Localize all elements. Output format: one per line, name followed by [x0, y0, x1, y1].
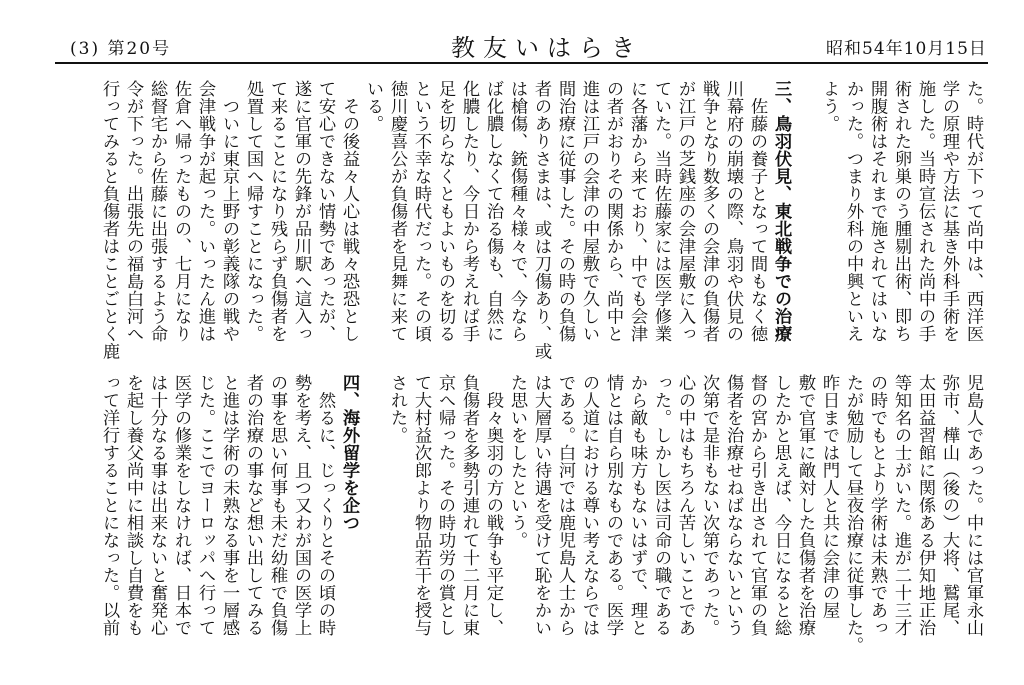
text-column: の人道における尊い考えならでは: [579, 374, 599, 637]
text-column: 等知名の士がいた。進が二十三才: [891, 374, 911, 637]
text-column: 処置して国へ帰すことになった。: [243, 80, 263, 343]
text-column: したかと思えば、今日になると総: [771, 374, 791, 637]
text-column: 徳川慶喜公が負傷者を見舞に来て: [387, 80, 407, 343]
text-column: 太田益習館に関係ある伊知地正治: [915, 374, 935, 637]
text-column: ついに東京上野の彰義隊の戦や: [219, 80, 239, 343]
text-column: 遂に官軍の先鋒が品川駅へ這入っ: [291, 80, 311, 343]
issue-number: (3) 第20号: [70, 39, 172, 59]
text-column: 医学の修業をしなければ、日本で: [171, 374, 191, 637]
text-column: ば化膿しなくて治る傷も、自然に: [483, 80, 503, 343]
lower-text-block: [55, 374, 985, 674]
publication-date: 昭和54年10月15日: [826, 39, 987, 59]
text-column: は十分なる事は出来ないと奮発心: [147, 374, 167, 637]
text-column: て安心できない情勢であったが、: [315, 80, 335, 343]
section-heading: 四、海外留学を企つ: [339, 374, 359, 532]
text-column: 次第で是非もない次第であった。: [699, 374, 719, 637]
text-column: 学の原理や方法に基き外科手術を: [939, 80, 959, 343]
text-column: 開腹術はそれまで施されてはいな: [867, 80, 887, 343]
text-column: 督の宮から引き出されて官軍の負: [747, 374, 767, 637]
text-column: たが勉励して昼夜治療に従事した。: [843, 374, 863, 654]
text-column: という不幸な時代だった。その頃: [411, 80, 431, 343]
text-column: 佐倉へ帰ったものの、七月になり: [171, 80, 191, 343]
text-column: に各藩から来ており、中でも会津: [627, 80, 647, 343]
upper-text-block: [55, 80, 985, 368]
newsletter-title: 教友いはらき: [451, 34, 643, 62]
text-column: 川幕府の崩壊の際、鳥羽や伏見の: [723, 80, 743, 343]
text-column: じた。ここでヨーロッパへ行って: [195, 374, 215, 637]
text-column: を起し養父尚中に相談し自費をも: [123, 374, 143, 637]
text-column: の事を思い何事も未だ幼稚で負傷: [267, 374, 287, 637]
text-column: 令が下った。出張先の福島白河へ: [123, 80, 143, 343]
text-column: 進は江戸の会津の中屋敷で久しい: [579, 80, 599, 343]
text-column: 傷者を治療せねばならないという: [723, 374, 743, 637]
newsletter-header: [0, 0, 1024, 64]
text-column: から敵も味方もないはずで、理と: [627, 374, 647, 637]
text-column: の時でもとより学術は未熟であっ: [867, 374, 887, 637]
text-column: 者の治療の事など想い出してみる: [243, 374, 263, 637]
text-column: は大層厚い待遇を受けて恥をかい: [531, 374, 551, 637]
text-column: ていた。当時佐藤家には医学修業: [651, 80, 671, 343]
text-column: 化膿したり、今日から考えれば手: [459, 80, 479, 343]
text-column: 段々奥羽の方の戦争も平定し、: [483, 374, 503, 637]
text-column: 施した。当時宣伝された尚中の手: [915, 80, 935, 343]
text-column: 勢を考え、且つ又わが国の医学上: [291, 374, 311, 637]
text-column: と進は学術の未熟なる事を一層感: [219, 374, 239, 637]
text-column: 戦争となり数多くの会津の負傷者: [699, 80, 719, 343]
section-heading: 三、鳥羽伏見、東北戦争での治療: [771, 80, 791, 343]
text-column: 佐藤の養子となって間もなく徳: [747, 80, 767, 343]
text-column: かった。つまり外科の中興といえ: [843, 80, 863, 343]
text-column: 弥市、樺山（後の）大将、鷲尾、: [939, 374, 959, 637]
text-column: は槍傷、銃傷種々様々で、今なら: [507, 80, 527, 343]
text-column: た思いをしたという。: [507, 374, 527, 549]
text-column: 情とは自ら別なものである。医学: [603, 374, 623, 637]
text-column: 者のありさまは、或は刀傷あり、或: [531, 80, 551, 360]
header-rule: [55, 62, 988, 64]
text-column: 総督宅から佐藤に出張するよう命: [147, 80, 167, 343]
text-column: 術された卵巣のう腫剔出術、即ち: [891, 80, 911, 343]
text-column: 足を切らなくともよいものを切る: [435, 80, 455, 343]
text-column: 行ってみると負傷者はことごとく鹿: [99, 80, 119, 360]
text-column: った。しかし医は司命の職である: [651, 374, 671, 637]
text-column: 会津戦争が起った。いったん進は: [195, 80, 215, 343]
text-column: 負傷者を多勢引連れて十二月に東: [459, 374, 479, 637]
text-column: って洋行することになった。以前: [99, 374, 119, 637]
text-column: である。白河では鹿児島人士から: [555, 374, 575, 637]
text-column: 敷で官軍に敵対した負傷者を治療: [795, 374, 815, 637]
text-column: た。時代が下って尚中は、西洋医: [963, 80, 983, 343]
text-column: いる。: [363, 80, 383, 133]
text-column: 心の中はもちろん苦しいことであ: [675, 374, 695, 637]
text-column: の者がおりその関係から、尚中と: [603, 80, 623, 343]
text-column: よう。: [819, 80, 839, 133]
text-column: て大村益次郎より物品若干を授与: [411, 374, 431, 637]
text-column: 京へ帰った。その時功労の賞とし: [435, 374, 455, 637]
text-column: 然るに、じっくりとその頃の時: [315, 374, 335, 637]
text-column: 間治療に従事した。その時の負傷: [555, 80, 575, 343]
text-column: 昨日までは門人と共に会津の屋: [819, 374, 839, 619]
text-column: された。: [387, 374, 407, 444]
text-column: が江戸の芝銭座の会津屋敷に入っ: [675, 80, 695, 343]
text-column: 児島人であった。中には官軍永山: [963, 374, 983, 637]
text-column: その後益々人心は戦々恐恐とし: [339, 80, 359, 343]
text-column: て来ることになり残らず負傷者を: [267, 80, 287, 343]
